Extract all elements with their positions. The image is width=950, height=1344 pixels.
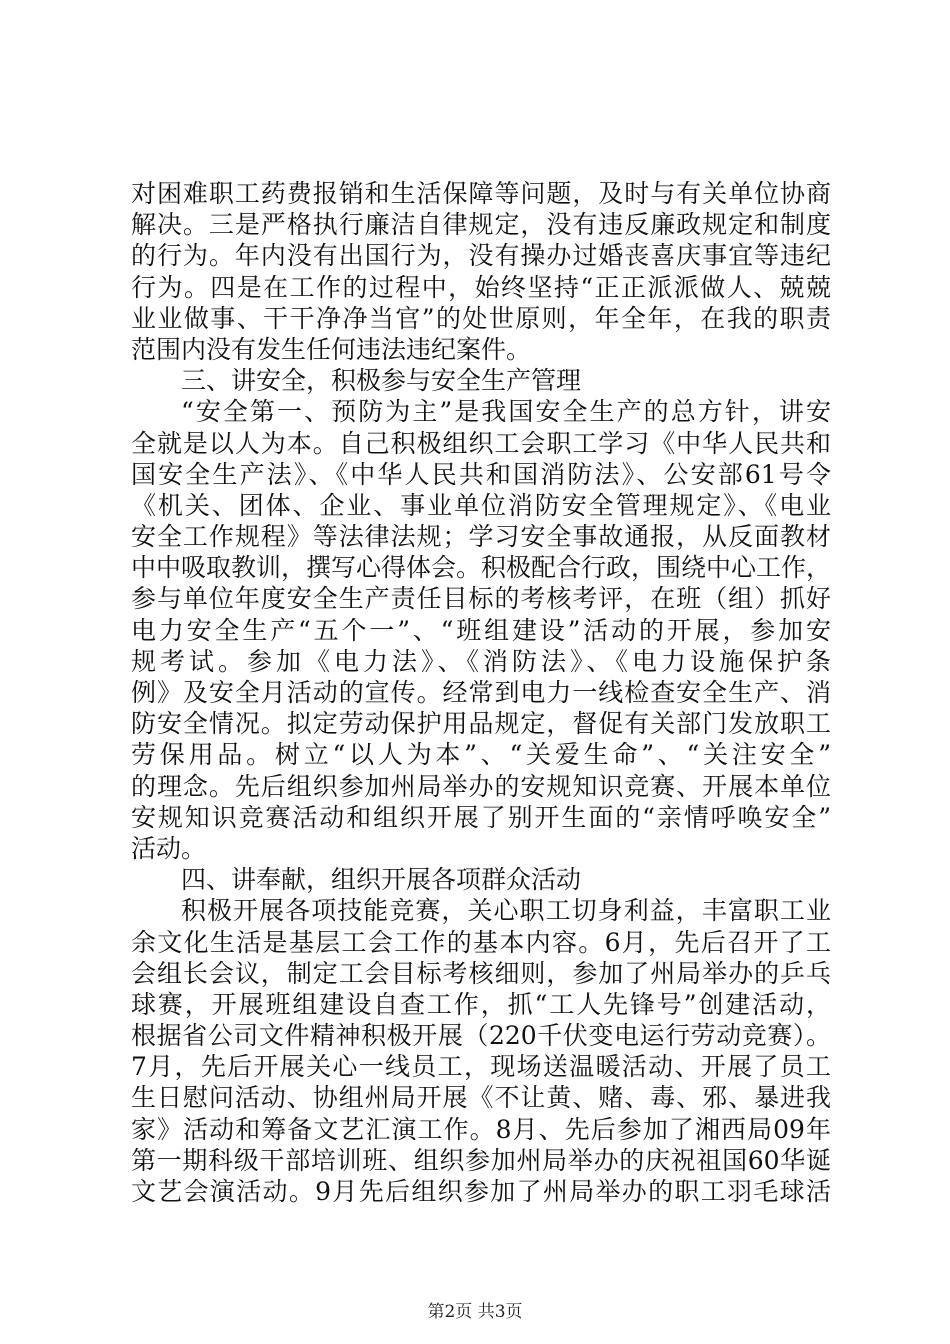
body-text-line: 安规知识竞赛活动和组织开展了别开生面的“亲情呼唤安全” [131, 802, 831, 832]
body-text-line: 解决。三是严格执行廉洁自律规定，没有违反廉政规定和制度 [131, 210, 831, 240]
body-text-line: 规考试。参加《电力法》、《消防法》、《电力设施保护条 [131, 646, 831, 676]
body-text-line: 全就是以人为本。自己积极组织工会职工学习《中华人民共和 [131, 428, 831, 458]
body-text-line: 国安全生产法》、《中华人民共和国消防法》、公安部61号令 [131, 459, 831, 489]
body-text-line: 劳保用品。树立“以人为本”、“关爱生命”、“关注安全” [131, 740, 831, 770]
body-text-line: 电力安全生产“五个一”、“班组建设”活动的开展，参加安 [131, 615, 831, 645]
body-text-line: 中中吸取教训，撰写心得体会。积极配合行政，围绕中心工作， [131, 553, 832, 583]
body-text-line: 球赛，开展班组建设自查工作，抓“工人先锋号”创建活动， [131, 989, 831, 1019]
body-text-line: 活动。 [131, 833, 207, 863]
page-footer: 第2页 共3页 [427, 1302, 523, 1322]
section-heading: 三、讲安全，积极参与安全生产管理 [181, 366, 582, 396]
body-text-line: 范围内没有发生任何违法违纪案件。 [131, 334, 532, 364]
body-text-line: 7月，先后开展关心一线员工，现场送温暖活动、开展了员工 [131, 1052, 831, 1082]
body-text-line: 参与单位年度安全生产责任目标的考核考评，在班（组）抓好 [131, 584, 831, 614]
body-text-line: 积极开展各项技能竞赛，关心职工切身利益，丰富职工业 [181, 896, 831, 926]
body-text-line: 根据省公司文件精神积极开展（220千伏变电运行劳动竞赛）。 [131, 1021, 831, 1051]
body-text-line: 第一期科级干部培训班、组织参加州局举办的庆祝祖国60华诞 [131, 1145, 831, 1175]
body-text-line: 例》及安全月活动的宣传。经常到电力一线检查安全生产、消 [131, 678, 831, 707]
body-text-line: 对困难职工药费报销和生活保障等问题，及时与有关单位协商 [131, 179, 831, 208]
section-heading: 四、讲奉献，组织开展各项群众活动 [181, 865, 582, 895]
body-text-line: “安全第一、预防为主”是我国安全生产的总方针，讲安 [181, 397, 831, 427]
body-text-line: 业业做事、干干净净当官”的处世原则，年全年，在我的职责 [131, 303, 831, 333]
body-text-line: 文艺会演活动。9月先后组织参加了州局举办的职工羽毛球活 [131, 1177, 831, 1206]
body-text-line: 《机关、团体、企业、事业单位消防安全管理规定》、《电业 [131, 490, 831, 520]
body-text-line: 行为。四是在工作的过程中，始终坚持“正正派派做人、兢兢 [131, 272, 831, 302]
body-text-line: 家》活动和筹备文艺汇演工作。8月、先后参加了湘西局09年 [131, 1114, 831, 1144]
body-text-line: 余文化生活是基层工会工作的基本内容。6月，先后召开了工 [131, 927, 831, 957]
body-text-line: 安全工作规程》等法律法规；学习安全事故通报，从反面教材 [131, 522, 831, 552]
body-text-line: 的理念。先后组织参加州局举办的安规知识竞赛、开展本单位 [131, 771, 831, 801]
body-text-line: 的行为。年内没有出国行为，没有操办过婚丧喜庆事宜等违纪 [131, 241, 831, 271]
body-text-line: 防安全情况。拟定劳动保护用品规定，督促有关部门发放职工 [131, 709, 831, 739]
body-text-line: 会组长会议，制定工会目标考核细则，参加了州局举办的乒乓 [131, 958, 831, 988]
document-body [131, 178, 831, 1207]
body-text-line: 生日慰问活动、协组州局开展《不让黄、赌、毒、邪、暴进我 [131, 1083, 831, 1113]
